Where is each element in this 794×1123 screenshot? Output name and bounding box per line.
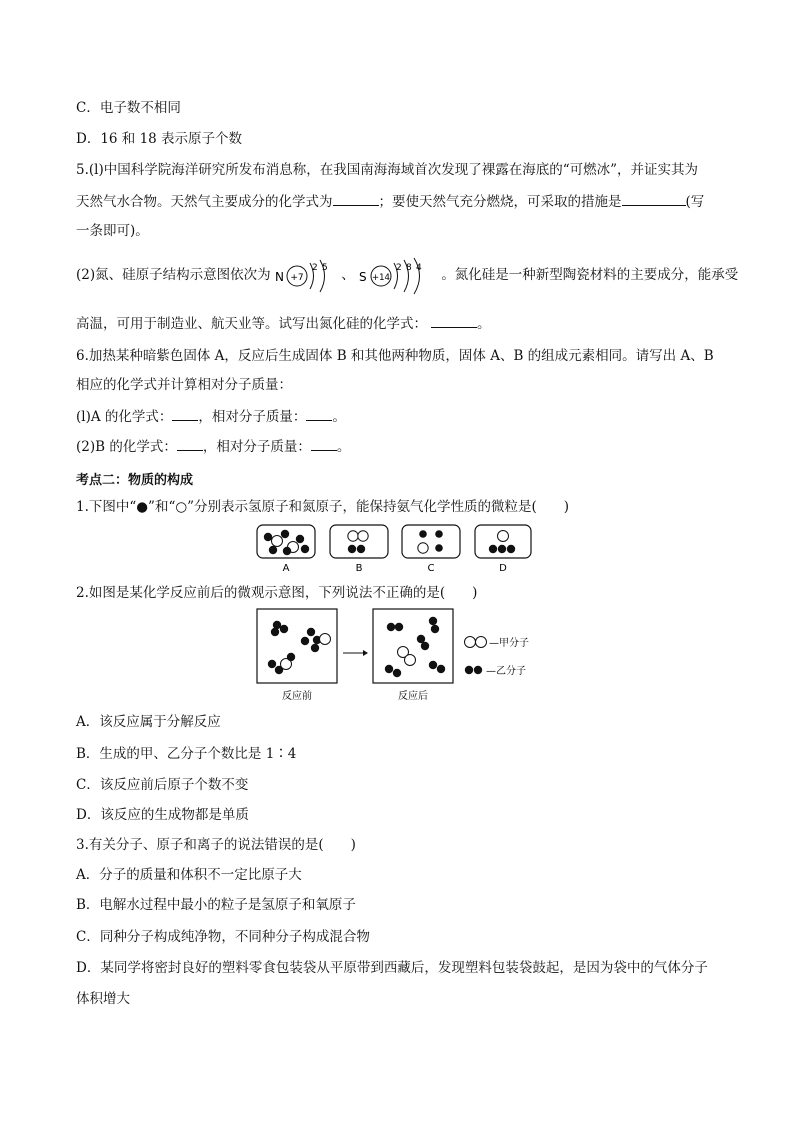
q5-part2-text-b: 。氮化硅是一种新型陶瓷材料的主要成分，能承受 bbox=[441, 267, 739, 283]
answer-blank[interactable] bbox=[431, 314, 477, 328]
q6-part2-period: 。 bbox=[336, 439, 351, 455]
q5-part2-text-c: 高温，可用于制造业、航天业等。试写出氮化硅的化学式： bbox=[76, 316, 427, 332]
q6-part2-text-b: ，相对分子质量： bbox=[202, 439, 311, 455]
q6-line2: 相应的化学式并计算相对分子质量： bbox=[76, 377, 292, 393]
q2-option-a[interactable]: A．该反应属于分解反应 bbox=[76, 714, 221, 730]
q6-part2-text-a: (2)B 的化学式： bbox=[76, 439, 177, 455]
q5-part1-line2 bbox=[76, 192, 704, 211]
q5-part1-text-c: (写 bbox=[685, 194, 705, 210]
q5-part2-line1 bbox=[76, 262, 739, 285]
legend-yi-molecule bbox=[465, 664, 526, 677]
nitrogen-atom-structure-diagram bbox=[275, 255, 337, 297]
silicon-symbol: S bbox=[359, 269, 367, 284]
q3-option-a[interactable]: A．分子的质量和体积不一定比原子大 bbox=[76, 867, 302, 883]
answer-blank[interactable] bbox=[172, 407, 198, 421]
q5-part1-line3: 一条即可)。 bbox=[76, 223, 149, 239]
section-heading-structure-of-matter: 考点二：物质的构成 bbox=[76, 473, 194, 488]
q3-option-d-line2: 体积增大 bbox=[76, 991, 130, 1007]
nitrogen-nucleus-charge: +7 bbox=[290, 272, 304, 283]
q3-option-d-line1[interactable]: D．某同学将密封良好的塑料零食包装袋从平原带到西藏后，发现塑料包装袋鼓起，是因为袋中的气体分子 bbox=[76, 960, 708, 976]
nitrogen-shell-1-count: 2 bbox=[311, 262, 318, 273]
after-reaction-label: 反应后 bbox=[398, 691, 428, 702]
q6-part1-text-a: (l)A 的化学式： bbox=[76, 409, 173, 425]
q6-part1-text-b: ，相对分子质量： bbox=[198, 409, 307, 425]
q5-part1-text-b: ；要使天然气充分燃烧，可采取的措施是 bbox=[378, 194, 622, 210]
q6-part1-period: 。 bbox=[332, 409, 346, 425]
option-a-label: A bbox=[282, 563, 290, 573]
before-reaction-label: 反应前 bbox=[282, 691, 312, 702]
option-d-box[interactable] bbox=[475, 525, 531, 558]
option-c-label: C bbox=[427, 563, 435, 573]
q3-stem: 3.有关分子、原子和离子的说法错误的是( ) bbox=[76, 837, 356, 853]
q2-option-d[interactable]: D．该反应的生成物都是单质 bbox=[76, 807, 249, 823]
silicon-nucleus-charge: +14 bbox=[372, 272, 390, 283]
option-a-box[interactable] bbox=[257, 525, 315, 558]
silicon-shell-2-count: 8 bbox=[406, 262, 412, 273]
q5-part2-line2 bbox=[76, 314, 491, 333]
answer-blank[interactable] bbox=[177, 437, 203, 451]
q1-stem: 1.下图中“●”和“○”分别表示氢原子和氮原子，能保持氨气化学性质的微粒是( ) bbox=[76, 499, 570, 515]
silicon-shell-1-count: 2 bbox=[396, 262, 402, 273]
silicon-atom-structure-diagram bbox=[359, 255, 437, 297]
before-reaction-box bbox=[257, 609, 337, 683]
q2-option-c[interactable]: C．该反应前后原子个数不变 bbox=[76, 777, 249, 793]
q5-part2-text-d: 。 bbox=[477, 316, 491, 332]
legend-jia-label: —甲分子 bbox=[489, 638, 529, 649]
q3-option-c[interactable]: C．同种分子构成纯净物，不同种分子构成混合物 bbox=[76, 929, 370, 945]
option-c-box[interactable] bbox=[402, 525, 460, 558]
q3-option-b[interactable]: B．电解水过程中最小的粒子是氢原子和氧原子 bbox=[76, 897, 356, 913]
q6-part2-line bbox=[76, 437, 350, 456]
option-b-label: B bbox=[355, 563, 363, 573]
after-reaction-box bbox=[373, 609, 453, 683]
answer-blank[interactable] bbox=[311, 437, 337, 451]
nitrogen-symbol: N bbox=[274, 269, 284, 284]
option-d-atom-count: D．16 和 18 表示原子个数 bbox=[76, 131, 243, 147]
reaction-micro-diagram bbox=[255, 607, 555, 703]
answer-blank[interactable] bbox=[306, 407, 332, 421]
q2-stem: 2.如图是某化学反应前后的微观示意图，下列说法不正确的是( ) bbox=[76, 585, 478, 601]
answer-blank[interactable] bbox=[333, 192, 379, 206]
ammonia-particle-options-diagram bbox=[255, 523, 535, 573]
q5-part2-separator: 、 bbox=[341, 267, 355, 283]
q6-part1-line bbox=[76, 407, 346, 426]
nitrogen-shell-2-count: 5 bbox=[321, 262, 328, 273]
q5-part1-text-a: 天然气水合物。天然气主要成分的化学式为 bbox=[76, 194, 333, 210]
reaction-arrow bbox=[343, 650, 368, 656]
option-b-box[interactable] bbox=[330, 525, 388, 558]
q6-line1: 6.加热某种暗紫色固体 A，反应后生成固体 B 和其他两种物质，固体 A、B 的组成元素相同。请写出 A、B bbox=[76, 348, 714, 364]
silicon-shell-3-count: 4 bbox=[416, 262, 422, 273]
option-c-electron-count: C．电子数不相同 bbox=[76, 100, 181, 116]
answer-blank[interactable] bbox=[622, 192, 686, 206]
legend-jia-molecule bbox=[465, 636, 530, 649]
q5-part2-text-a: (2)氮、硅原子结构示意图依次为 bbox=[76, 267, 271, 283]
q2-option-b[interactable]: B．生成的甲、乙分子个数比是 1∶4 bbox=[76, 746, 297, 762]
option-d-label: D bbox=[499, 563, 507, 573]
q5-part1-line1: 5.(l)中国科学院海洋研究所发布消息称，在我国南海海域首次发现了裸露在海底的“可燃冰”，并证实其为 bbox=[76, 162, 699, 178]
legend-yi-label: —乙分子 bbox=[486, 666, 526, 677]
